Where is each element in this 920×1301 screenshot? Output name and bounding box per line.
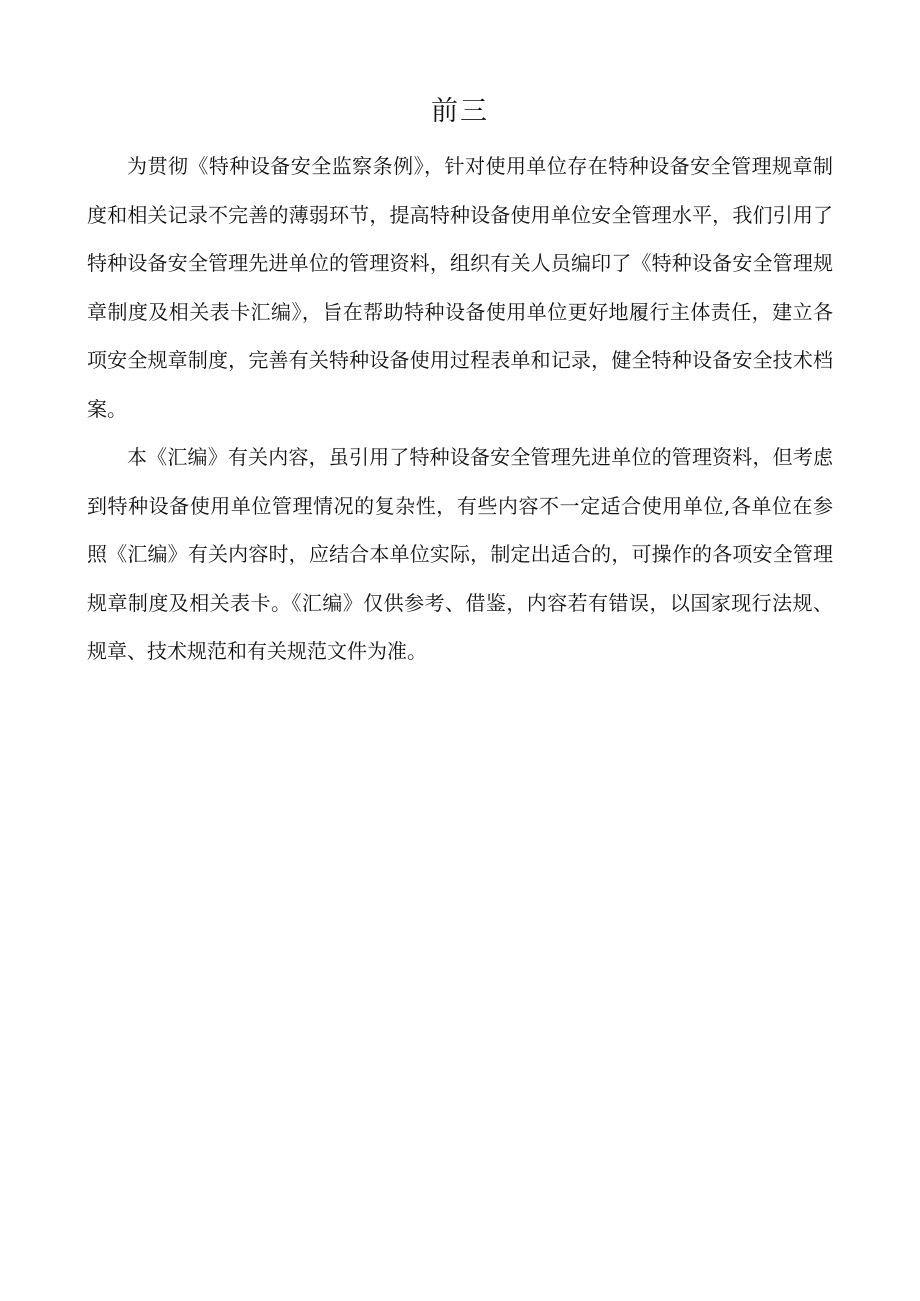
body-text xyxy=(87,142,833,676)
page-title: 前三 xyxy=(431,96,489,127)
paragraph-1: 为贯彻《特种设备安全监察条例》，针对使用单位存在特种设备安全管理规章制度和相关记录不完善的薄弱环节，提高特种设备使用单位安全管理水平，我们引用了特种设备安全管理先进单位的管理资料，组织有关人员编印了《特种设备安全管理规章制度及相关表卡汇编》，旨在帮助特种设备使用单位更好地履行主体责任，建立各项安全规章制度，完善有关特种设备使用过程表单和记录，健全特种设备安全技术档案。 xyxy=(87,154,833,421)
paragraph-2: 本《汇编》有关内容，虽引用了特种设备安全管理先进单位的管理资料，但考虑到特种设备使用单位管理情况的复杂性，有些内容不一定适合使用单位,各单位在参照《汇编》有关内容时，应结合本单位实际，制定出适合的，可操作的各项安全管理规章制度及相关表卡。《汇编》仅供参考、借鉴，内容若有错误，以国家现行法规、规章、技术规范和有关规范文件为准。 xyxy=(87,445,833,663)
